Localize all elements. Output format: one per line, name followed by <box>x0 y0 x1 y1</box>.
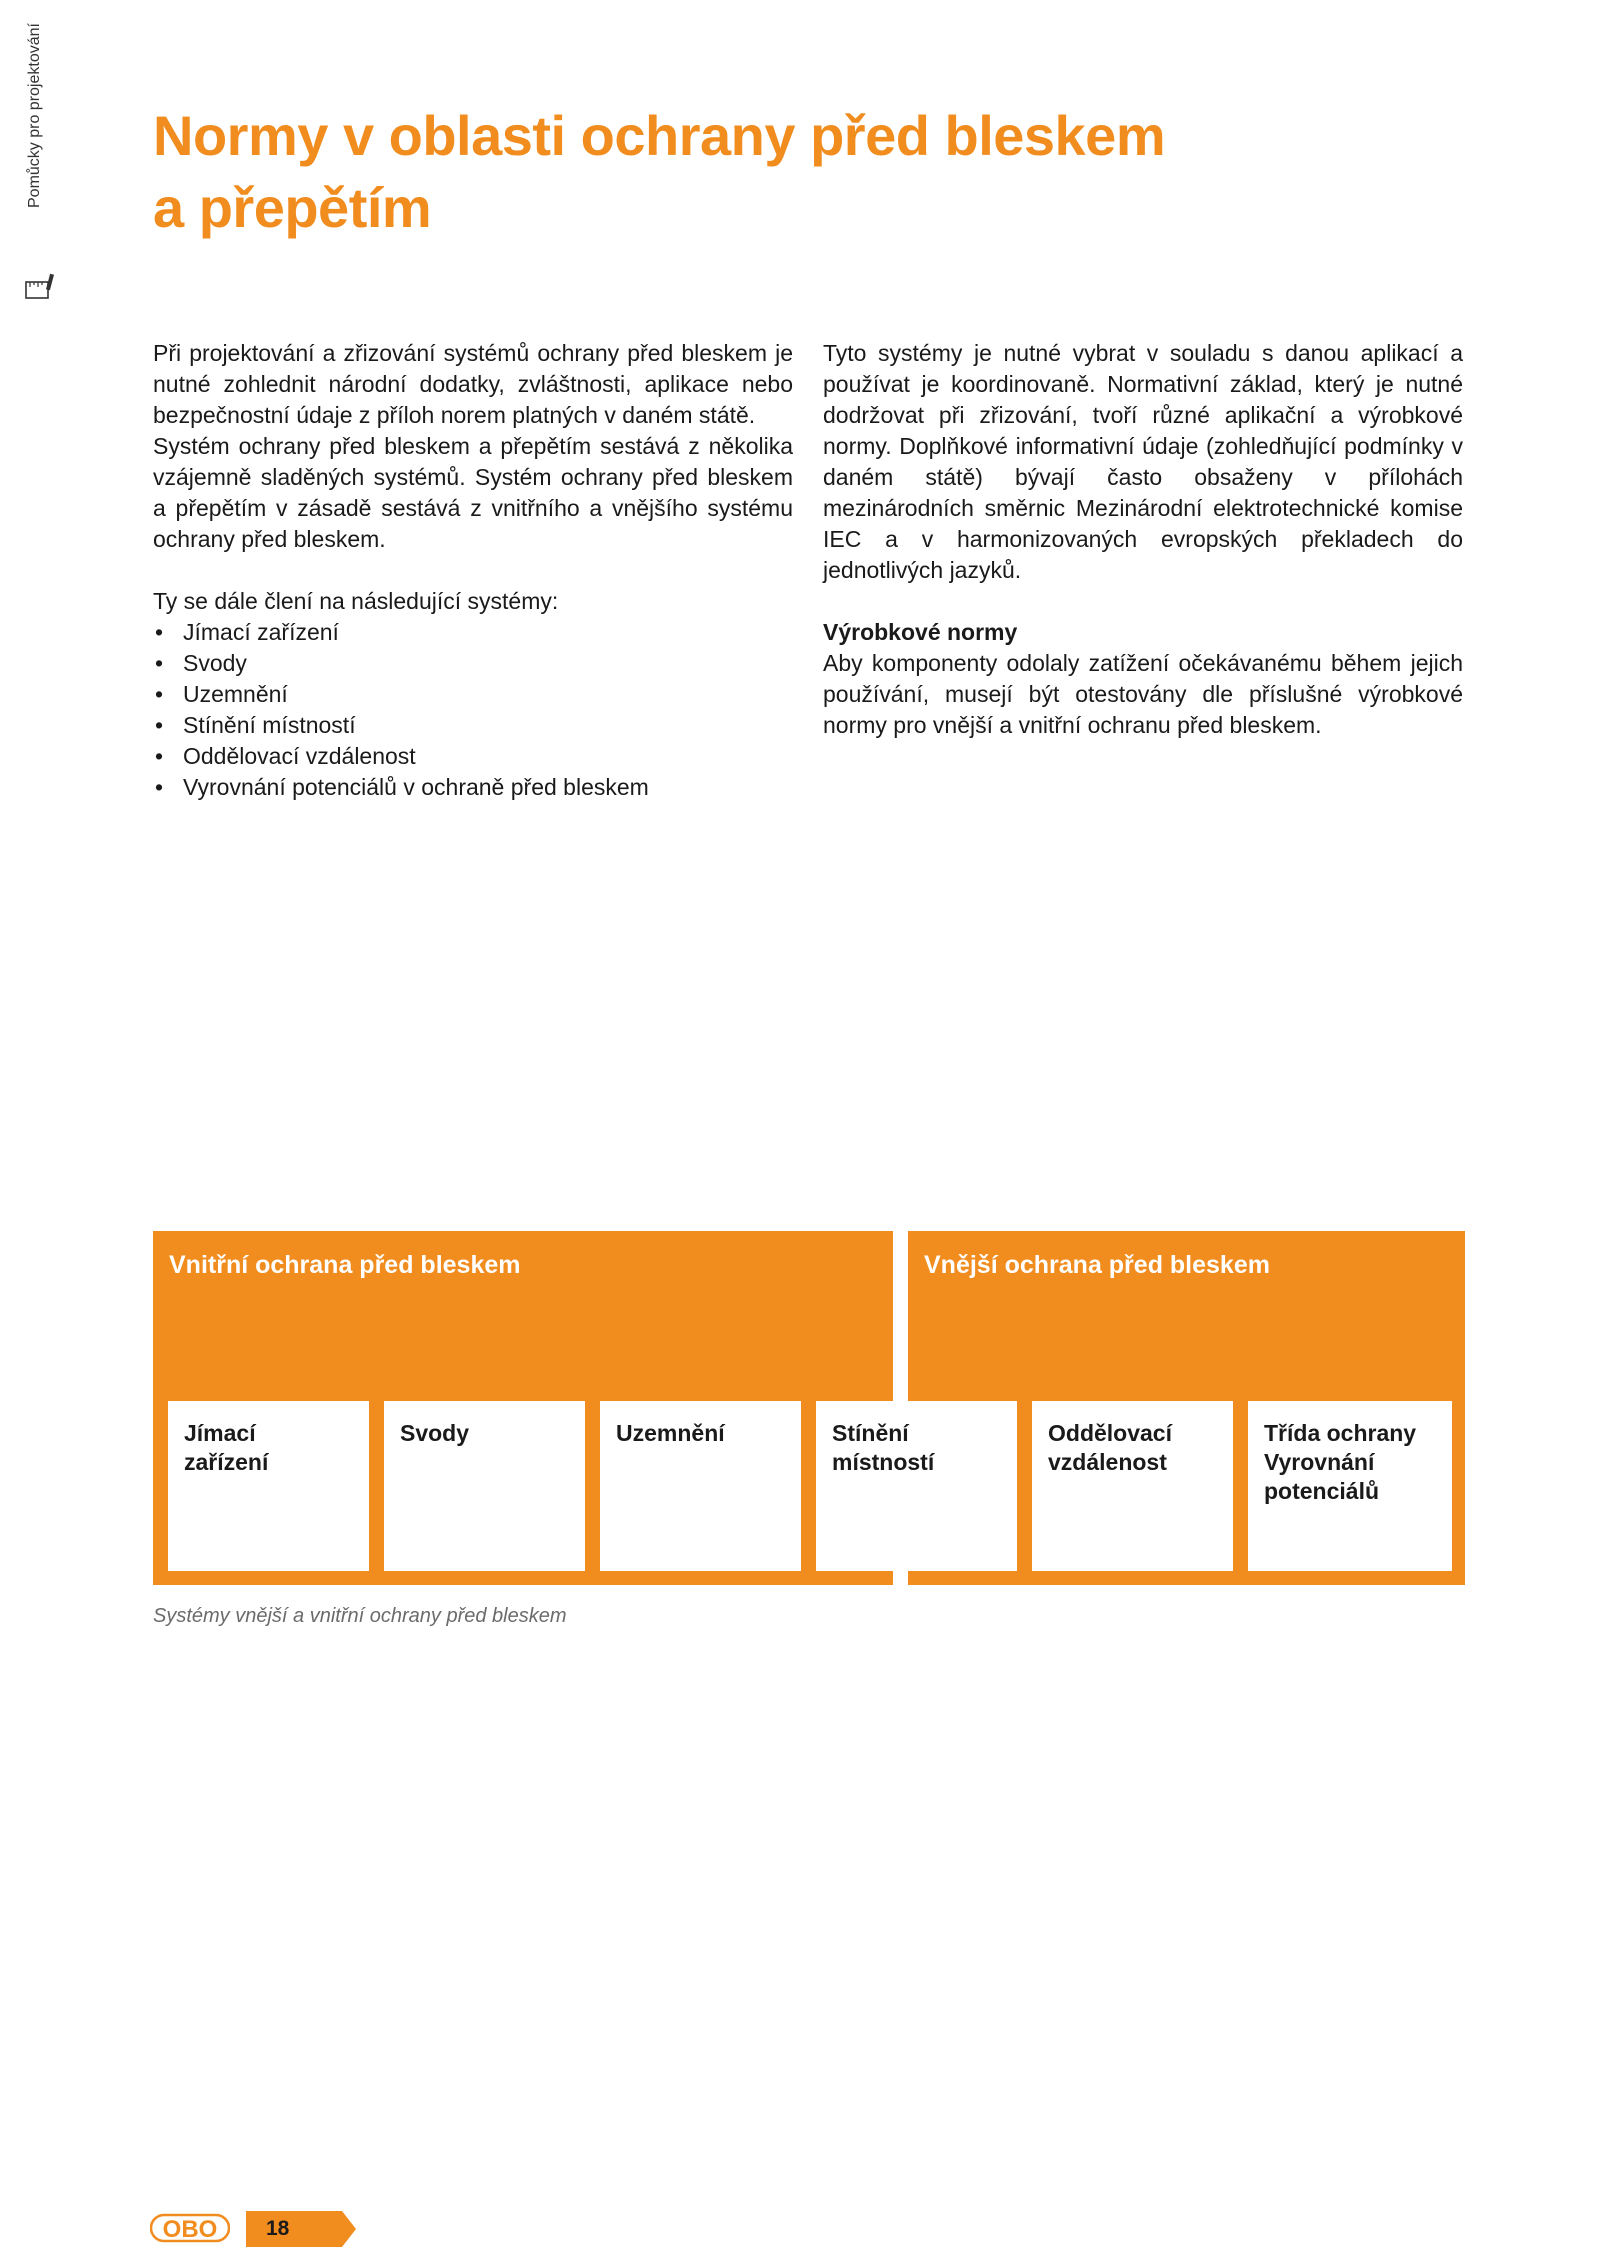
title-line-2: a přepětím <box>153 176 432 239</box>
obo-logo <box>150 2211 230 2245</box>
diagram-box-air-termination: Jímací zařízení <box>168 1401 369 1571</box>
title-line-1: Normy v oblasti ochrany před bleskem <box>153 104 1166 167</box>
section-heading: Výrobkové normy <box>823 619 1018 645</box>
list-item: • Vyrovnání potenciálů v ochraně před bleskem <box>153 772 793 803</box>
left-paragraph-2: Systém ochrany před bleskem a přepětím sestává z několika vzájemně sladěných systémů. Systém ochrany před bleskem a přepětím v zásadě sestává z vnitřního a vnějšího systému ochrany před bleskem. <box>153 433 793 552</box>
page-number-tab <box>246 2211 356 2247</box>
page-number: 18 <box>266 2217 290 2240</box>
diagram-box-equipotential-bonding: Třída ochrany Vyrovnání potenciálů <box>1248 1401 1452 1571</box>
ruler-pencil-icon <box>22 272 56 306</box>
protection-systems-diagram <box>153 1231 1465 1585</box>
right-paragraph-2: Aby komponenty odolaly zatížení očekávanému během jejich používání, musejí být otestovány dle příslušné výrobkové normy pro vnější a vnitřní ochranu před bleskem. <box>823 650 1463 738</box>
right-paragraph-1: Tyto systémy je nutné vybrat v souladu s danou aplikací a používat je koordinovaně. Normativní základ, který je nutné dodržovat při zřizování, tvoří různé aplikační a výrobkové normy. Doplňkové informativní údaje (zohledňující podmínky v daném státě) bývají často obsaženy v přílohách mezinárodních směrnic Mezinárodní elektrotechnické komise IEC a v harmonizovaných evropských překladech do jednotlivých jazyků. <box>823 340 1463 583</box>
list-item: • Uzemnění <box>153 679 793 710</box>
svg-text:OBO: OBO <box>162 2216 218 2243</box>
diagram-box-room-shielding: Stínění místností <box>816 1401 1017 1571</box>
list-item: • Oddělovací vzdálenost <box>153 741 793 772</box>
internal-protection-title: Vnitřní ochrana před bleskem <box>169 1251 521 1279</box>
diagram-caption: Systémy vnější a vnitřní ochrany před bleskem <box>153 1605 567 1627</box>
diagram-box-earthing: Uzemnění <box>600 1401 801 1571</box>
list-item: • Jímací zařízení <box>153 617 793 648</box>
list-item: • Svody <box>153 648 793 679</box>
page-title <box>153 100 1353 244</box>
list-intro: Ty se dále člení na následující systémy: <box>153 588 559 614</box>
systems-list <box>153 617 793 803</box>
left-text-column <box>153 338 793 803</box>
diagram-box-separation-distance: Oddělovací vzdálenost <box>1032 1401 1233 1571</box>
external-protection-title: Vnější ochrana před bleskem <box>924 1251 1270 1279</box>
left-paragraph-1: Při projektování a zřizování systémů ochrany před bleskem je nutné zohlednit národní dodatky, zvláštnosti, aplikace nebo bezpečnostní údaje z příloh norem platných v daném státě. <box>153 340 793 428</box>
list-item: • Stínění místností <box>153 710 793 741</box>
diagram-box-down-conductors: Svody <box>384 1401 585 1571</box>
right-text-column <box>823 338 1463 741</box>
side-section-label: Pomůcky pro projektování <box>26 23 43 208</box>
